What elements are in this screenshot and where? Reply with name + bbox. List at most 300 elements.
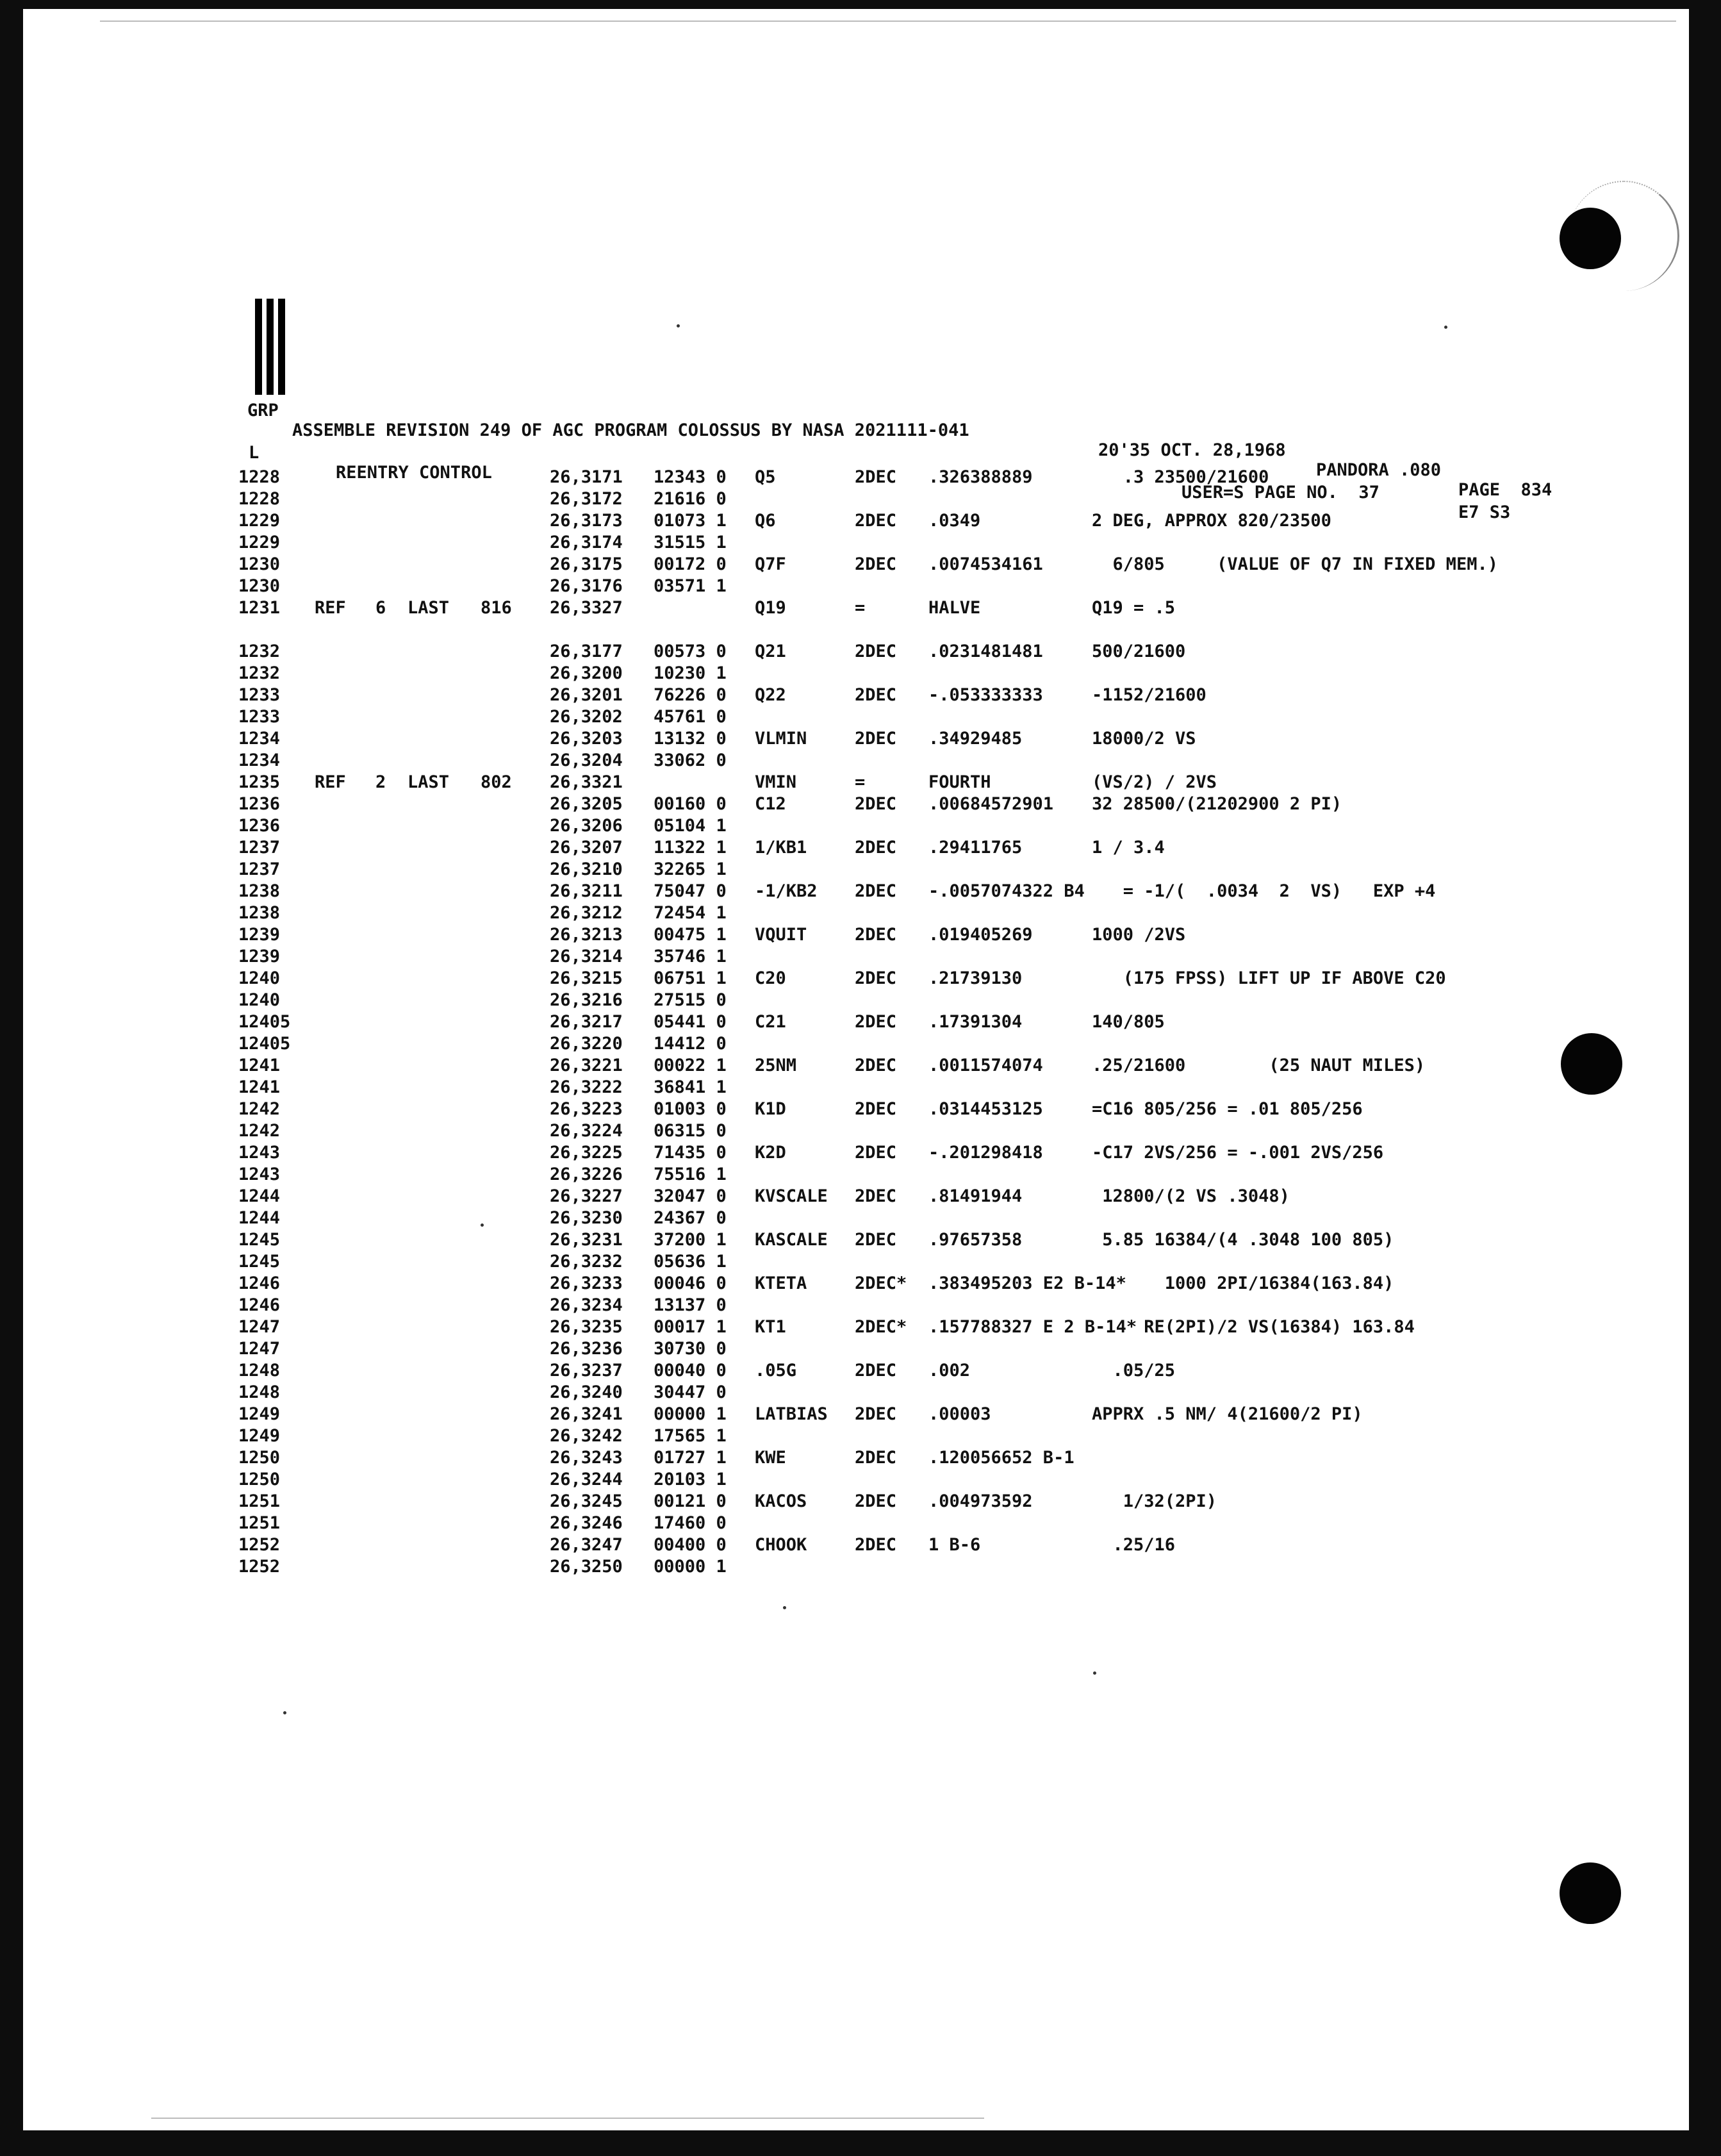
symbol: VLMIN <box>755 729 807 749</box>
listing-row <box>23 1230 1689 1252</box>
listing-row <box>23 1382 1689 1404</box>
opcode: 2DEC <box>855 794 897 814</box>
line-number: 1228 <box>238 467 281 487</box>
symbol: CHOOK <box>755 1535 807 1555</box>
octal-word: 45761 0 <box>654 707 727 727</box>
assembly-listing <box>23 467 1689 1579</box>
symbol: K1D <box>755 1099 786 1119</box>
octal-word: 00040 0 <box>654 1361 727 1381</box>
listing-row <box>23 1186 1689 1208</box>
opcode: 2DEC <box>855 925 897 945</box>
octal-word: 31515 1 <box>654 533 727 552</box>
listing-row <box>23 729 1689 750</box>
opcode: 2DEC <box>855 838 897 858</box>
line-number: 1233 <box>238 685 281 705</box>
symbol: 25NM <box>755 1056 797 1075</box>
octal-word: 24367 0 <box>654 1208 727 1228</box>
octal-word: 13132 0 <box>654 729 727 749</box>
comment: 1000 /2VS <box>1092 925 1186 945</box>
octal-word: 12343 0 <box>654 467 727 487</box>
line-number: 1250 <box>238 1448 281 1468</box>
listing-row <box>23 467 1689 489</box>
octal-word: 17460 0 <box>654 1513 727 1533</box>
octal-word: 05104 1 <box>654 816 727 836</box>
address: 26,3213 <box>550 925 623 945</box>
line-number: 1232 <box>238 663 281 683</box>
speck <box>1444 326 1447 329</box>
line-number: 1233 <box>238 707 281 727</box>
symbol: Q22 <box>755 685 786 705</box>
address: 26,3174 <box>550 533 623 552</box>
symbol: LATBIAS <box>755 1404 828 1424</box>
comment: 12800/(2 VS .3048) <box>1092 1186 1290 1206</box>
scan-artifact-top <box>100 21 1676 22</box>
page-code: E7 S3 <box>1458 502 1511 522</box>
line-number: 1249 <box>238 1426 281 1446</box>
symbol: KWE <box>755 1448 786 1468</box>
comment: -1152/21600 <box>1092 685 1206 705</box>
symbol: -1/KB2 <box>755 881 818 901</box>
address: 26,3242 <box>550 1426 623 1446</box>
octal-word: 32265 1 <box>654 859 727 879</box>
line-number: 12405 <box>238 1034 291 1054</box>
line-number: 1247 <box>238 1339 281 1359</box>
listing-row <box>23 968 1689 990</box>
octal-word: 00172 0 <box>654 554 727 574</box>
octal-word: 37200 1 <box>654 1230 727 1250</box>
listing-row <box>23 859 1689 881</box>
line-number: 1244 <box>238 1186 281 1206</box>
octal-word: 00000 1 <box>654 1557 727 1577</box>
octal-word: 00017 1 <box>654 1317 727 1337</box>
listing-row <box>23 1077 1689 1099</box>
opcode: 2DEC <box>855 1361 897 1381</box>
listing-row <box>23 576 1689 598</box>
listing-row <box>23 1557 1689 1579</box>
comment: RE(2PI)/2 VS(16384) 163.84 <box>1092 1317 1415 1337</box>
operand: .0011574074 <box>928 1056 1043 1075</box>
symbol: Q5 <box>755 467 776 487</box>
address: 26,3250 <box>550 1557 623 1577</box>
operand: .81491944 <box>928 1186 1023 1206</box>
symbol: .05G <box>755 1361 797 1381</box>
octal-word: 76226 0 <box>654 685 727 705</box>
line-number: 1231 <box>238 598 281 618</box>
octal-word: 01727 1 <box>654 1448 727 1468</box>
listing-row <box>23 1165 1689 1186</box>
comment: 1 / 3.4 <box>1092 838 1165 858</box>
address: 26,3226 <box>550 1165 623 1184</box>
opcode: 2DEC <box>855 1056 897 1075</box>
opcode: = <box>855 598 866 618</box>
line-number: 1237 <box>238 838 281 858</box>
listing-row <box>23 685 1689 707</box>
operand: .326388889 <box>928 467 1033 487</box>
octal-word: 20103 1 <box>654 1470 727 1489</box>
address: 26,3232 <box>550 1252 623 1272</box>
symbol: K2D <box>755 1143 786 1163</box>
header-marker: GRP <box>247 401 279 420</box>
opcode: 2DEC <box>855 729 897 749</box>
symbol: Q7F <box>755 554 786 574</box>
address: 26,3225 <box>550 1143 623 1163</box>
operand: .157788327 E 2 B-14* <box>928 1317 1137 1337</box>
operand: .17391304 <box>928 1012 1023 1032</box>
operand: HALVE <box>928 598 981 618</box>
operand: .120056652 B-1 <box>928 1448 1075 1468</box>
symbol: VQUIT <box>755 925 807 945</box>
address: 26,3223 <box>550 1099 623 1119</box>
address: 26,3327 <box>550 598 623 618</box>
listing-row <box>23 1056 1689 1077</box>
line-number: 1237 <box>238 859 281 879</box>
octal-word: 00000 1 <box>654 1404 727 1424</box>
octal-word: 00121 0 <box>654 1491 727 1511</box>
listing-row <box>23 903 1689 925</box>
line-number: 1245 <box>238 1252 281 1272</box>
comment: .05/25 <box>1092 1361 1176 1381</box>
comment: 500/21600 <box>1092 642 1186 661</box>
listing-row <box>23 1361 1689 1382</box>
opcode: = <box>855 772 866 792</box>
listing-row <box>23 794 1689 816</box>
address: 26,3243 <box>550 1448 623 1468</box>
line-number: 1234 <box>238 729 281 749</box>
symbol: Q19 <box>755 598 786 618</box>
listing-row <box>23 663 1689 685</box>
comment: APPRX .5 NM/ 4(21600/2 PI) <box>1092 1404 1363 1424</box>
listing-row <box>23 947 1689 968</box>
octal-word: 05441 0 <box>654 1012 727 1032</box>
symbol: VMIN <box>755 772 797 792</box>
line-number: 1252 <box>238 1535 281 1555</box>
operand: .019405269 <box>928 925 1033 945</box>
address: 26,3173 <box>550 511 623 531</box>
symbol: Q6 <box>755 511 776 531</box>
operand: .0349 <box>928 511 981 531</box>
symbol: KASCALE <box>755 1230 828 1250</box>
address: 26,3214 <box>550 947 623 966</box>
address: 26,3241 <box>550 1404 623 1424</box>
address: 26,3204 <box>550 750 623 770</box>
octal-word: 17565 1 <box>654 1426 727 1446</box>
comment: = -1/( .0034 2 VS) EXP +4 <box>1092 881 1436 901</box>
address: 26,3217 <box>550 1012 623 1032</box>
line-number: 1228 <box>238 489 281 509</box>
listing-row <box>23 990 1689 1012</box>
listing-row <box>23 642 1689 663</box>
address: 26,3201 <box>550 685 623 705</box>
listing-row <box>23 1470 1689 1491</box>
octal-word: 14412 0 <box>654 1034 727 1054</box>
line-number: 1246 <box>238 1295 281 1315</box>
opcode: 2DEC <box>855 1535 897 1555</box>
octal-word: 30447 0 <box>654 1382 727 1402</box>
line-number: 1236 <box>238 794 281 814</box>
listing-row <box>23 1317 1689 1339</box>
symbol: 1/KB1 <box>755 838 807 858</box>
line-number: 1238 <box>238 881 281 901</box>
line-number: 1243 <box>238 1165 281 1184</box>
address: 26,3207 <box>550 838 623 858</box>
speck <box>283 1711 286 1714</box>
octal-word: 05636 1 <box>654 1252 727 1272</box>
line-number: 1234 <box>238 750 281 770</box>
line-number: 1230 <box>238 554 281 574</box>
listing-row <box>23 1404 1689 1426</box>
operand: .0074534161 <box>928 554 1043 574</box>
operand: .0314453125 <box>928 1099 1043 1119</box>
opcode: 2DEC <box>855 1230 897 1250</box>
octal-word: 00160 0 <box>654 794 727 814</box>
address: 26,3240 <box>550 1382 623 1402</box>
line-number: 1235 <box>238 772 281 792</box>
comment: 5.85 16384/(4 .3048 100 805) <box>1092 1230 1394 1250</box>
address: 26,3227 <box>550 1186 623 1206</box>
opcode: 2DEC <box>855 511 897 531</box>
symbol: KTETA <box>755 1273 807 1293</box>
address: 26,3175 <box>550 554 623 574</box>
listing-row <box>23 1034 1689 1056</box>
comment: -C17 2VS/256 = -.001 2VS/256 <box>1092 1143 1384 1163</box>
address: 26,3321 <box>550 772 623 792</box>
address: 26,3234 <box>550 1295 623 1315</box>
address: 26,3231 <box>550 1230 623 1250</box>
address: 26,3247 <box>550 1535 623 1555</box>
listing-row <box>23 1099 1689 1121</box>
subheader-left: L <box>249 443 259 463</box>
symbol: KT1 <box>755 1317 786 1337</box>
octal-word: 30730 0 <box>654 1339 727 1359</box>
ref-count: 6 <box>375 598 386 618</box>
address: 26,3202 <box>550 707 623 727</box>
comment: 140/805 <box>1092 1012 1165 1032</box>
operand: .34929485 <box>928 729 1023 749</box>
comment: 1/32(2PI) <box>1092 1491 1217 1511</box>
opcode: 2DEC <box>855 1099 897 1119</box>
listing-row <box>23 1491 1689 1513</box>
comment: .3 23500/21600 <box>1092 467 1269 487</box>
octal-word: 32047 0 <box>654 1186 727 1206</box>
address: 26,3236 <box>550 1339 623 1359</box>
opcode: 2DEC <box>855 1186 897 1206</box>
line-number: 1245 <box>238 1230 281 1250</box>
operand: -.053333333 <box>928 685 1043 705</box>
line-number: 1241 <box>238 1056 281 1075</box>
octal-word: 01003 0 <box>654 1099 727 1119</box>
listing-row <box>23 1295 1689 1317</box>
octal-word: 35746 1 <box>654 947 727 966</box>
line-number: 1240 <box>238 968 281 988</box>
section-title: REENTRY CONTROL <box>336 463 492 483</box>
listing-row <box>23 1513 1689 1535</box>
listing-row <box>23 772 1689 794</box>
listing-row <box>23 1426 1689 1448</box>
address: 26,3244 <box>550 1470 623 1489</box>
symbol: C21 <box>755 1012 786 1032</box>
listing-row <box>23 707 1689 729</box>
operand: .29411765 <box>928 838 1023 858</box>
last-field: LAST <box>408 772 450 792</box>
header-timestamp: 20'35 OCT. 28,1968 <box>1098 440 1286 460</box>
line-number: 1248 <box>238 1361 281 1381</box>
comment: 1000 2PI/16384(163.84) <box>1092 1273 1394 1293</box>
address: 26,3230 <box>550 1208 623 1228</box>
address: 26,3235 <box>550 1317 623 1337</box>
line-number: 1239 <box>238 925 281 945</box>
operand: .97657358 <box>928 1230 1023 1250</box>
listing-row <box>23 489 1689 511</box>
comment: (VS/2) / 2VS <box>1092 772 1217 792</box>
line-number: 12405 <box>238 1012 291 1032</box>
octal-word: 10230 1 <box>654 663 727 683</box>
punch-hole-top <box>1560 208 1621 269</box>
speck <box>1093 1671 1096 1675</box>
line-number: 1240 <box>238 990 281 1010</box>
octal-word: 21616 0 <box>654 489 727 509</box>
opcode: 2DEC <box>855 554 897 574</box>
comment: 32 28500/(21202900 2 PI) <box>1092 794 1342 814</box>
symbol: C12 <box>755 794 786 814</box>
opcode: 2DEC <box>855 642 897 661</box>
opcode: 2DEC <box>855 685 897 705</box>
operand: .00003 <box>928 1404 991 1424</box>
opcode: 2DEC <box>855 1448 897 1468</box>
address: 26,3216 <box>550 990 623 1010</box>
address: 26,3245 <box>550 1491 623 1511</box>
listing-row <box>23 1012 1689 1034</box>
address: 26,3205 <box>550 794 623 814</box>
address: 26,3206 <box>550 816 623 836</box>
octal-word: 72454 1 <box>654 903 727 923</box>
line-number: 1249 <box>238 1404 281 1424</box>
scan-artifact-bottom <box>151 2118 984 2119</box>
opcode: 2DEC* <box>855 1273 907 1293</box>
address: 26,3220 <box>550 1034 623 1054</box>
listing-row <box>23 1143 1689 1165</box>
operand: FOURTH <box>928 772 991 792</box>
address: 26,3222 <box>550 1077 623 1097</box>
operand: .004973592 <box>928 1491 1033 1511</box>
opcode: 2DEC <box>855 881 897 901</box>
opcode: 2DEC <box>855 968 897 988</box>
line-number: 1243 <box>238 1143 281 1163</box>
address: 26,3171 <box>550 467 623 487</box>
operand: .383495203 E2 B-14* <box>928 1273 1126 1293</box>
operand: .21739130 <box>928 968 1023 988</box>
opcode: 2DEC <box>855 1491 897 1511</box>
line-number: 1229 <box>238 511 281 531</box>
listing-row <box>23 750 1689 772</box>
address: 26,3233 <box>550 1273 623 1293</box>
symbol: KVSCALE <box>755 1186 828 1206</box>
line-number: 1230 <box>238 576 281 596</box>
listing-row <box>23 1273 1689 1295</box>
last-field: LAST <box>408 598 450 618</box>
listing-row <box>23 1448 1689 1470</box>
octal-word: 01073 1 <box>654 511 727 531</box>
opcode: 2DEC* <box>855 1317 907 1337</box>
user-page-number: USER=S PAGE NO. 37 <box>1182 483 1379 502</box>
octal-word: 71435 0 <box>654 1143 727 1163</box>
octal-word: 00573 0 <box>654 642 727 661</box>
operand: .00684572901 <box>928 794 1054 814</box>
line-number: 1236 <box>238 816 281 836</box>
address: 26,3246 <box>550 1513 623 1533</box>
listing-row <box>23 816 1689 838</box>
octal-word: 75516 1 <box>654 1165 727 1184</box>
line-number: 1250 <box>238 1470 281 1489</box>
octal-word: 33062 0 <box>654 750 727 770</box>
line-number: 1247 <box>238 1317 281 1337</box>
line-number: 1242 <box>238 1099 281 1119</box>
comment: .25/21600 (25 NAUT MILES) <box>1092 1056 1426 1075</box>
ref-field: REF <box>315 598 346 618</box>
address: 26,3211 <box>550 881 623 901</box>
listing-row <box>23 554 1689 576</box>
line-number: 1252 <box>238 1557 281 1577</box>
speck <box>783 1606 786 1609</box>
last-value: 816 <box>481 598 512 618</box>
octal-word: 00400 0 <box>654 1535 727 1555</box>
octal-word: 75047 0 <box>654 881 727 901</box>
punch-hole-bottom <box>1560 1862 1621 1924</box>
line-number: 1244 <box>238 1208 281 1228</box>
line-number: 1239 <box>238 947 281 966</box>
octal-word: 13137 0 <box>654 1295 727 1315</box>
opcode: 2DEC <box>855 1143 897 1163</box>
header-page: PAGE 834 <box>1458 480 1552 500</box>
comment: (175 FPSS) LIFT UP IF ABOVE C20 <box>1092 968 1446 988</box>
listing-row <box>23 598 1689 642</box>
address: 26,3203 <box>550 729 623 749</box>
address: 26,3221 <box>550 1056 623 1075</box>
octal-word: 36841 1 <box>654 1077 727 1097</box>
comment: .25/16 <box>1092 1535 1176 1555</box>
listing-row <box>23 533 1689 554</box>
listing-row <box>23 925 1689 947</box>
listing-row <box>23 1121 1689 1143</box>
octal-word: 06315 0 <box>654 1121 727 1141</box>
listing-row <box>23 881 1689 903</box>
address: 26,3172 <box>550 489 623 509</box>
comment: 2 DEG, APPROX 820/23500 <box>1092 511 1331 531</box>
symbol: KACOS <box>755 1491 807 1511</box>
listing-row <box>23 1339 1689 1361</box>
comment: 18000/2 VS <box>1092 729 1196 749</box>
address: 26,3237 <box>550 1361 623 1381</box>
listing-row <box>23 1208 1689 1230</box>
octal-word: 06751 1 <box>654 968 727 988</box>
address: 26,3177 <box>550 642 623 661</box>
line-number: 1241 <box>238 1077 281 1097</box>
last-value: 802 <box>481 772 512 792</box>
line-number: 1251 <box>238 1491 281 1511</box>
line-number: 1229 <box>238 533 281 552</box>
ref-count: 2 <box>375 772 386 792</box>
octal-word: 00022 1 <box>654 1056 727 1075</box>
opcode: 2DEC <box>855 467 897 487</box>
header-pandora: PANDORA .080 <box>1316 460 1442 480</box>
address: 26,3200 <box>550 663 623 683</box>
header-title: ASSEMBLE REVISION 249 OF AGC PROGRAM COLOSSUS BY NASA 2021111-041 <box>292 420 969 440</box>
address: 26,3224 <box>550 1121 623 1141</box>
comment: 6/805 (VALUE OF Q7 IN FIXED MEM.) <box>1092 554 1498 574</box>
line-number: 1246 <box>238 1273 281 1293</box>
symbol: C20 <box>755 968 786 988</box>
ref-field: REF <box>315 772 346 792</box>
listing-row <box>23 838 1689 859</box>
